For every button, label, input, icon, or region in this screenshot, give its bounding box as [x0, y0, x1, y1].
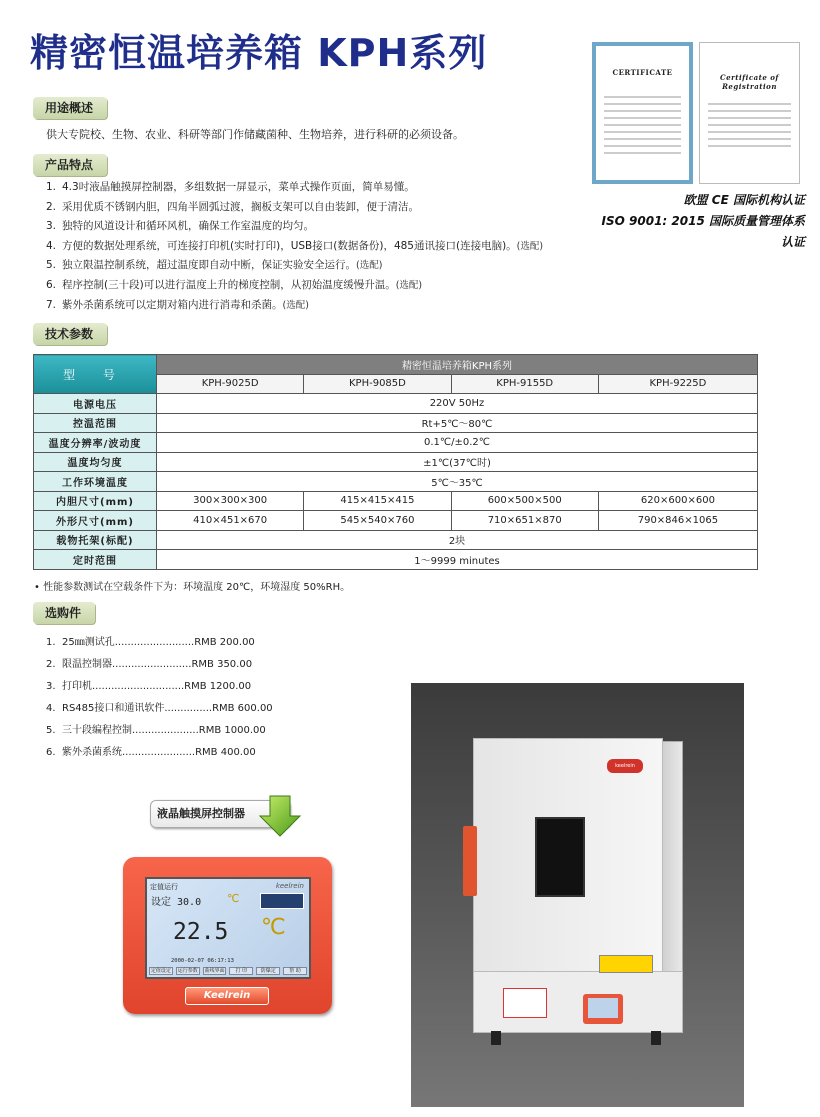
page-title: 精密恒温培养箱 KPH系列: [30, 31, 488, 75]
usage-text: 供大专院校、生物、农业、科研等部门作储藏菌种、生物培养，进行科研的必须设备。: [46, 128, 464, 141]
lcd-status-box: [260, 893, 304, 909]
lcd-date: 2000-02-07 06:17:13: [171, 958, 234, 964]
table-row: 定时范围 1～9999 minutes: [34, 550, 758, 570]
lcd-button: 帮 助: [283, 967, 307, 975]
feature-list: [46, 178, 543, 315]
lcd-brand: keelrein: [275, 882, 304, 890]
cert-caption: [590, 190, 805, 253]
model-cell: KPH-9085D: [304, 374, 451, 394]
section-usage-heading: 用途概述: [33, 97, 107, 119]
list-item: 1. 4.3吋液晶触摸屏控制器，多组数据一屏显示，菜单式操作页面，简单易懂。: [46, 181, 415, 193]
list-item: 5. 独立限温控制系统，超过温度即自动中断，保证实验安全运行。 (选配): [46, 259, 383, 272]
table-row: 外形尺寸(mm) 410×451×670 545×540×760 710×651×870 790×846×1065: [34, 511, 758, 531]
model-cell: KPH-9225D: [598, 374, 757, 394]
list-item: 4. RS485接口和通讯软件...............RMB 600.00: [46, 703, 273, 714]
list-item: 4. 方便的数据处理系统，可连接打印机(实时打印)，USB接口(数据备份)，485通讯接口(连接电脑)。 (选配): [46, 239, 544, 252]
lcd-button: 打 印: [229, 967, 253, 975]
warning-label-icon: [599, 955, 653, 973]
list-item: 7. 紫外杀菌系统可以定期对箱内进行消毒和杀菌。 (选配): [46, 298, 309, 311]
table-row: 温度均匀度 ±1℃(37℃时): [34, 452, 758, 472]
lcd-current-value: 22.5: [173, 919, 229, 945]
series-name: 精密恒温培养箱KPH系列: [157, 355, 758, 375]
cabinet-controller: [583, 994, 623, 1024]
table-row: 工作环境温度 5℃～35℃: [34, 472, 758, 492]
lcd-screen: [145, 877, 311, 979]
table-row: 温度分辨率/波动度 0.1℃/±0.2℃: [34, 433, 758, 453]
door-handle: [463, 826, 477, 896]
list-item: 2. 限温控制器.........................RMB 350.00: [46, 659, 253, 670]
option-list: [46, 632, 273, 764]
ce-certificate-image: [592, 42, 693, 184]
model-label: 型 号: [34, 355, 157, 394]
lcd-buttons: [149, 967, 307, 975]
cabinet-foot: [651, 1031, 661, 1045]
lcd-screen-title: 定值运行: [150, 883, 178, 891]
lcd-button: 防爆定: [256, 967, 280, 975]
lcd-controller-image: [123, 857, 332, 1014]
model-cell: KPH-9025D: [157, 374, 304, 394]
cert1-title: CERTIFICATE: [612, 68, 673, 77]
list-item: 5. 三十段编程控制.....................RMB 1000.00: [46, 725, 266, 736]
list-item: 1. 25㎜测试孔.........................RMB 200.00: [46, 637, 255, 648]
down-arrow-icon: [256, 792, 304, 840]
cert2-title: Certificate of Registration: [720, 73, 779, 91]
spec-table: [33, 354, 758, 570]
cabinet-side: [661, 741, 683, 993]
lcd-button: 运行参数: [177, 968, 198, 974]
section-features-heading: 产品特点: [33, 154, 107, 176]
section-specs-heading: 技术参数: [33, 323, 107, 345]
lcd-button: 定值设定: [150, 968, 171, 974]
table-row: 载物托架(标配) 2块: [34, 530, 758, 550]
cabinet-nameplate: [503, 988, 547, 1018]
observation-window: [535, 817, 585, 897]
list-item: 3. 打印机.............................RMB 1200.00: [46, 681, 252, 692]
list-item: 6. 程序控制(三十段)可以进行温度上升的梯度控制，从初始温度缓慢升温。 (选配): [46, 278, 423, 291]
celsius-icon: ℃: [261, 915, 286, 940]
table-row: 内胆尺寸(mm) 300×300×300 415×415×415 600×500×500 620×600×600: [34, 491, 758, 511]
section-options-heading: 选购件: [33, 602, 95, 624]
list-item: 2. 采用优质不锈钢内胆，四角半圆弧过渡，搁板支架可以自由装卸，便于清洁。: [46, 200, 419, 213]
incubator-photo: [411, 683, 744, 1107]
table-row: 电源电压 220V 50Hz: [34, 394, 758, 414]
cert-caption-line2: ISO 9001: 2015 国际质量管理体系认证: [601, 214, 805, 249]
lcd-badge: 液晶触摸屏控制器: [150, 800, 290, 828]
iso-certificate-image: [699, 42, 800, 184]
celsius-icon: ℃: [227, 892, 240, 905]
list-item: 6. 紫外杀菌系统.......................RMB 400.00: [46, 747, 256, 758]
cabinet-foot: [491, 1031, 501, 1045]
lcd-set-value: 设定 30.0: [151, 897, 202, 908]
table-row: 控温范围 Rt+5℃～80℃: [34, 413, 758, 433]
cert-caption-line1: 欧盟 CE 国际机构认证: [683, 193, 805, 207]
brand-logo: Keelrein: [185, 987, 269, 1005]
footnote: • 性能参数测试在空载条件下为：环境温度 20℃，环境湿度 50%RH。: [34, 582, 351, 593]
lcd-button: 曲线界面: [204, 968, 225, 974]
certificates: [592, 42, 802, 184]
model-cell: KPH-9155D: [451, 374, 598, 394]
list-item: 3. 独特的风道设计和循环风机，确保工作室温度的均匀。: [46, 220, 314, 233]
cabinet-logo: keelrein: [607, 759, 643, 773]
